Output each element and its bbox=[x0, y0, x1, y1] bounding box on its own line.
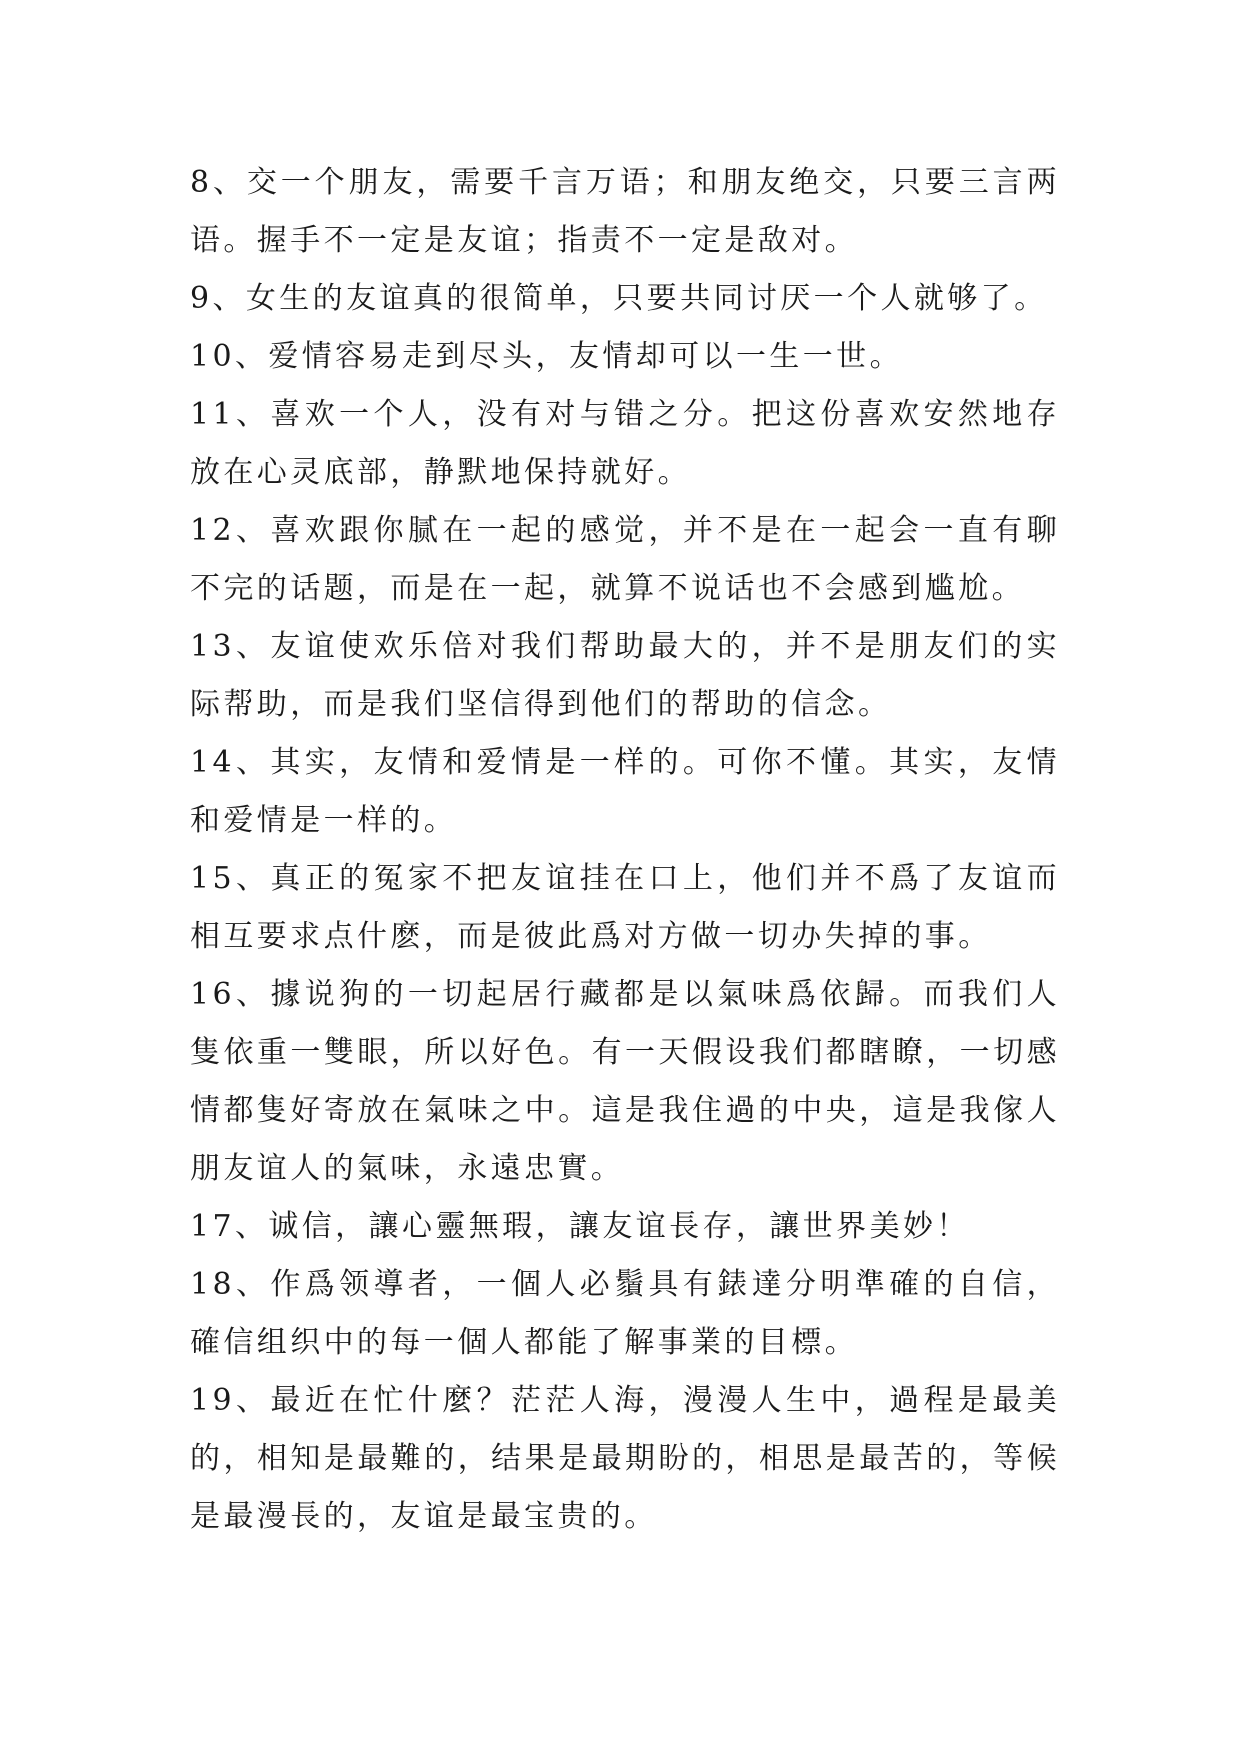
list-item: 9、女生的友谊真的很简单，只要共同讨厌一个人就够了。 bbox=[190, 281, 1048, 316]
list-item: 17、诚信，讓心靈無瑕，讓友谊長存，讓世界美妙！ bbox=[190, 1209, 970, 1244]
list-item: 15、真正的冤家不把友谊挂在口上，他们并不爲了友谊而相互要求点什麽，而是彼此爲对方做一切办失掉的事。 bbox=[190, 861, 1060, 954]
list-item: 11、喜欢一个人，没有对与错之分。把这份喜欢安然地存放在心灵底部，静默地保持就好。 bbox=[190, 397, 1060, 490]
list-item: 16、據说狗的一切起居行藏都是以氣味爲依歸。而我们人隻依重一雙眼，所以好色。有一天假设我们都瞎瞭，一切感情都隻好寄放在氣味之中。這是我住過的中央，這是我傢人朋友谊人的氣味，永遠忠實。 bbox=[190, 977, 1060, 1186]
document-body bbox=[190, 154, 1060, 1546]
list-item: 19、最近在忙什麼？茫茫人海，漫漫人生中，過程是最美的，相知是最難的，结果是最期盼的，相思是最苦的，等候是最漫長的，友谊是最宝贵的。 bbox=[190, 1383, 1060, 1534]
list-item: 12、喜欢跟你腻在一起的感觉，并不是在一起会一直有聊不完的话题，而是在一起，就算不说话也不会感到尴尬。 bbox=[190, 513, 1060, 606]
list-item: 18、作爲领導者，一個人必鬚具有錶達分明準確的自信，確信组织中的每一個人都能了解事業的目標。 bbox=[190, 1267, 1060, 1360]
list-item: 10、爱情容易走到尽头，友情却可以一生一世。 bbox=[190, 339, 903, 374]
list-item: 8、交一个朋友，需要千言万语；和朋友绝交，只要三言两语。握手不一定是友谊；指责不一定是敌对。 bbox=[190, 165, 1060, 258]
list-item: 13、友谊使欢乐倍对我们帮助最大的，并不是朋友们的实际帮助，而是我们坚信得到他们的帮助的信念。 bbox=[190, 629, 1060, 722]
list-item: 14、其实，友情和爱情是一样的。可你不懂。其实，友情和爱情是一样的。 bbox=[190, 745, 1060, 838]
